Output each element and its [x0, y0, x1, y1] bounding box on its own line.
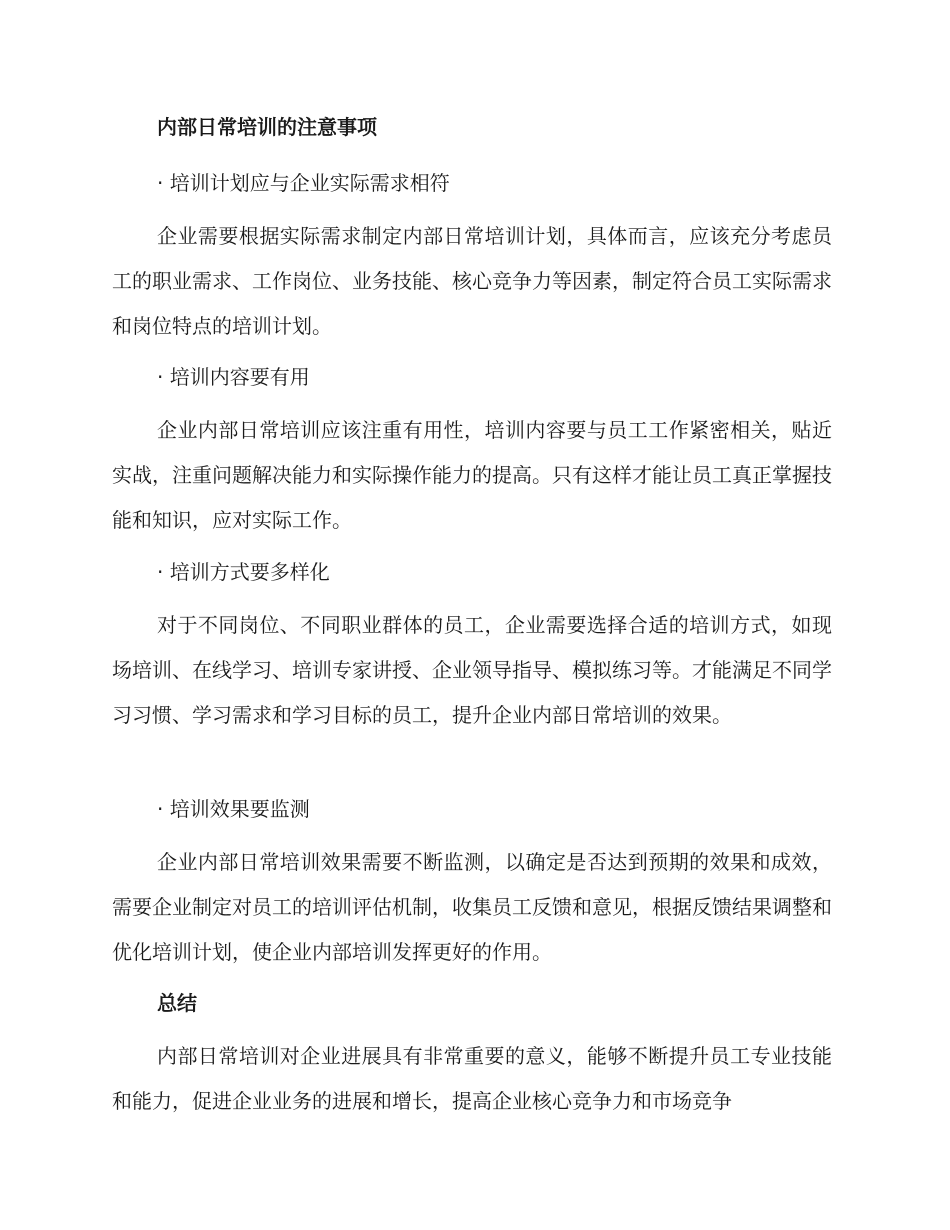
- paragraph: 企业需要根据实际需求制定内部日常培训计划，具体而言，应该充分考虑员工的职业需求、工作岗位、业务技能、核心竞争力等因素，制定符合员工实际需求和岗位特点的培训计划。: [112, 224, 832, 338]
- paragraph: 对于不同岗位、不同职业群体的员工，企业需要选择合适的培训方式，如现场培训、在线学习、培训专家讲授、企业领导指导、模拟练习等。才能满足不同学习习惯、学习需求和学习目标的员工，提升企业内部日常培训的效果。: [112, 613, 832, 727]
- bullet-item: · 培训内容要有用: [157, 365, 310, 389]
- paragraph: 企业内部日常培训应该注重有用性，培训内容要与员工工作紧密相关，贴近实战，注重问题解决能力和实际操作能力的提高。只有这样才能让员工真正掌握技能和知识，应对实际工作。: [112, 418, 832, 532]
- section-heading: 内部日常培训的注意事项: [157, 115, 377, 139]
- bullet-item: · 培训方式要多样化: [157, 560, 330, 584]
- paragraph: 企业内部日常培训效果需要不断监测，以确定是否达到预期的效果和成效，需要企业制定对员工的培训评估机制，收集员工反馈和意见，根据反馈结果调整和优化培训计划，使企业内部培训发挥更好的作用。: [112, 850, 832, 964]
- bullet-item: · 培训效果要监测: [157, 797, 310, 821]
- summary-heading: 总结: [157, 991, 197, 1015]
- bullet-item: · 培训计划应与企业实际需求相符: [157, 171, 450, 195]
- summary-paragraph: 内部日常培训对企业进展具有非常重要的意义，能够不断提升员工专业技能和能力，促进企业业务的进展和增长，提高企业核心竞争力和市场竞争: [112, 1044, 832, 1113]
